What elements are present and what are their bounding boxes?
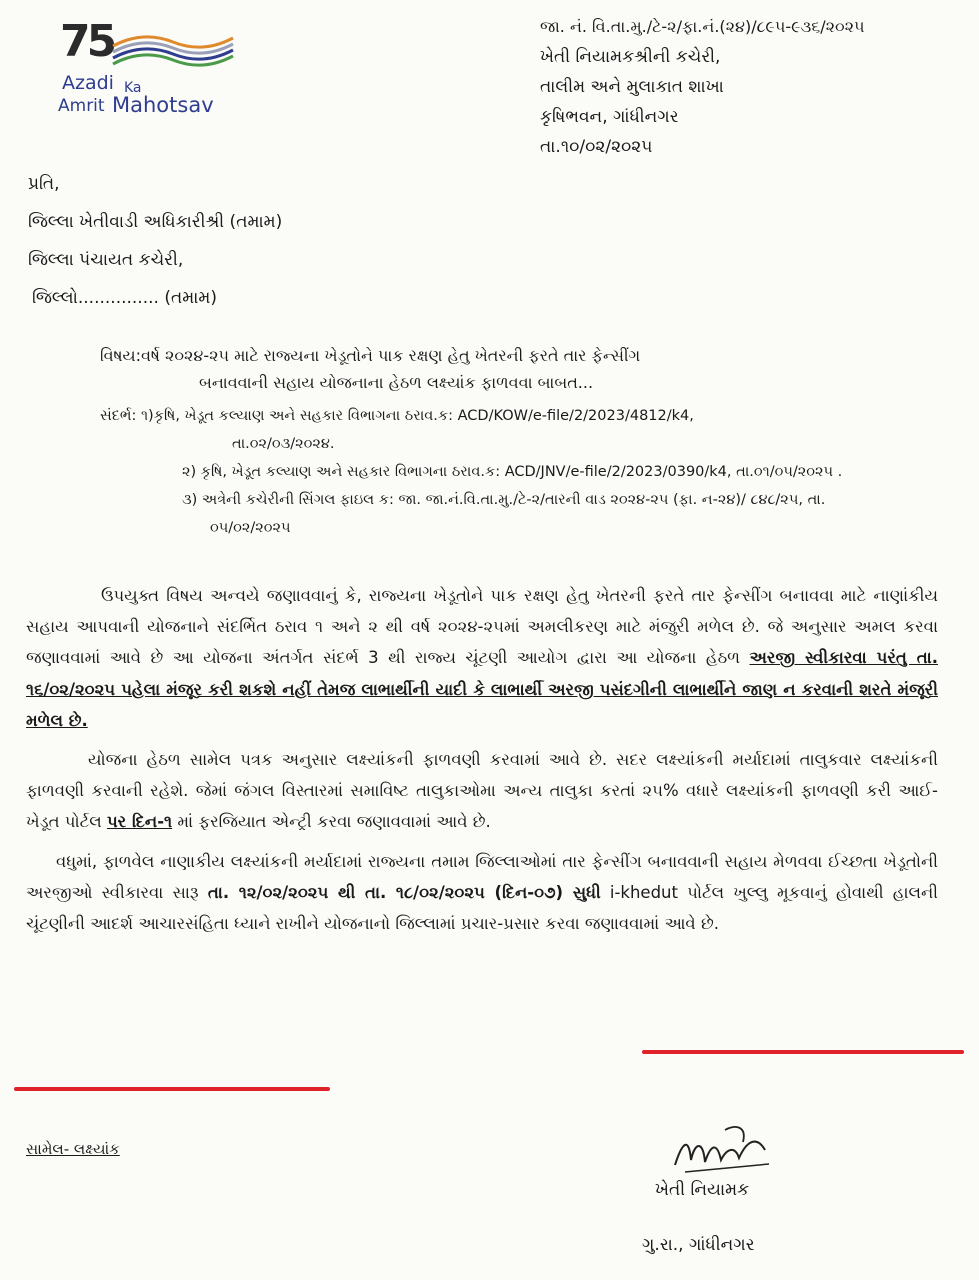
enclosure-note: સામેલ- લક્ષ્યાંક [26,1140,120,1158]
logo-word-mahotsav: Mahotsav [112,93,214,117]
reference-1: સંદર્ભ: ૧)કૃષિ, ખેડૂત કલ્યાણ અને સહકાર વિભાગના ઠરાવ.ક: ACD/KOW/e-file/2/2023/4812/k4, [100,408,694,424]
address-line-2: જિલ્લા પંચાયત કચેરી, [28,250,184,270]
logo-word-ka: Ka [124,80,142,96]
office-place: કૃષિભવન, ગાંધીનગર [540,107,679,127]
paragraph-2-highlight: પર દિન-૧ [106,812,173,832]
letter-header [540,12,970,162]
paragraph-3-tail: i-khedut પોર્ટલ ખુલ્લુ મૂકવાનું હોવાથી હાલની ચૂંટણીની આદર્શ આચારસંહિતા ધ્યાને રાખીને યોજનાનો જિલ્લામાં પ્રચાર-પ્રસાર કરવા જણાવવામાં આવે છે. [26,882,938,934]
subject [100,342,940,396]
reference-1-date: તા.૦૨/૦૩/૨૦૨૪. [232,436,335,452]
branch-name: તાલીમ અને મુલાકાત શાખા [540,77,724,97]
recipient-address [28,165,282,317]
signatory-title: ખેતી નિયામક [655,1180,750,1200]
address-line-1: જિલ્લા ખેતીવાડી અધિકારીશ્રી (તમામ) [28,212,283,232]
subject-line-1: વિષય:વર્ષ ૨૦૨૪-૨૫ માટે રાજ્યના ખેડૂતોને પાક રક્ષણ હેતુ ખેતરની ફરતે તાર ફેન્સીંગ [100,346,641,365]
logo-number: 75 [60,16,114,67]
paragraph-2 [26,744,938,838]
logo-word-amrit: Amrit [58,96,105,116]
flag-wave-icon [108,28,238,68]
paragraph-3-date-range: તા. ૧૨/૦૨/૨૦૨૫ થી તા. ૧૮/૦૨/૨૦૨૫ (દિન-૦૭) સુધી [207,882,601,902]
red-underline-2 [14,1087,330,1091]
azadi-ka-amrit-mahotsav-logo [58,14,238,124]
handwritten-signature [665,1120,785,1180]
paragraph-2-tail: માં ફરજિયાત એન્ટ્રી કરવા જણાવવામાં આવે છે. [172,812,491,832]
signatory-place: ગુ.રા., ગાંધીનગર [642,1235,755,1255]
paragraph-1-text: ઉપયુક્ત વિષય અન્વયે જણાવવાનું કે, રાજ્યના ખેડૂતોને પાક રક્ષણ હેતુ ખેતરની ફરતે તાર ફેન્સીંગ બનાવવા માટે નાણાંકીય સહાય આપવાની યોજનાને સંદર્ભિત ઠરાવ ૧ અને ૨ થી વર્ષ ૨૦૨૪-૨૫માં અમલીકરણ માટે મંજુરી મળેલ છે. જે અનુસાર અમલ કરવા જણાવવામાં આવે છે આ યોજના અંતર્ગત સંદર્ભ 3 થી રાજ્ય ચૂંટણી આયોગ દ્વારા આ યોજના હેઠળ [26,586,938,668]
paragraph-1 [26,580,938,736]
red-underline-1 [642,1050,964,1054]
letter-date: તા.૧૦/૦૨/૨૦૨૫ [540,137,653,157]
paragraph-3-text: વધુમાં, ફાળવેલ નાણાકીય લક્ષ્યાંકની મર્યાદામાં રાજ્યના તમામ જિલ્લાઓમાં તાર ફેન્સીંગ બનાવવાની સહાય મેળવવા ઈચ્છતા ખેડૂતોની અરજીઓ સ્વીકારવા સારૂ [26,851,938,902]
office-name: ખેતી નિયામકશ્રીની કચેરી, [540,47,721,67]
reference-3: ૩) અત્રેની કચેરીની સિંગલ ફાઇલ ક: જા. જા.નં.વિ.તા.મુ./ટે-૨/તારની વાડ ૨૦૨૪-૨૫ (ફા. ન-૨૪)/ ૮૪૮/૨૫, તા. [182,492,826,508]
paragraph-1-highlight: અરજી સ્વીકારવા પરંતુ તા. ૧૬/૦૨/૨૦૨૫ પહેલા મંજૂર કરી શકશે નહીં તેમજ લાભાર્થીની યાદી કે લાભાર્થી અરજી પસંદગીની લાભાર્થીને જાણ ન કરવાની શરતે મંજૂરી મળેલ છે. [26,648,938,730]
reference-2: ૨) કૃષિ, ખેડૂત કલ્યાણ અને સહકાર વિભાગના ઠરાવ.ક: ACD/JNV/e-file/2/2023/0390/k4, તા.૦૧/૦૫/૨૦૨૫ . [182,464,843,480]
paragraph-2-text: યોજના હેઠળ સામેલ પત્રક અનુસાર લક્ષ્યાંકની ફાળવણી કરવામાં આવે છે. સદર લક્ષ્યાંકની મર્યાદામાં તાલુકવાર લક્ષ્યાંકની ફાળવણી કરવાની રહેશે. જેમાં જંગલ વિસ્તારમાં સમાવિષ્ટ તાલુકાઓમા અન્ય તાલુકા કરતાં ૨૫% વધારે લક્ષ્યાંકની ફાળવણી કરી આઈ-ખેડૂત પોર્ટલ [26,750,938,832]
address-line-3: જિલ્લો............... (તમામ) [32,288,218,308]
address-to: પ્રતિ, [28,174,60,194]
subject-line-2: બનાવવાની સહાય યોજનાના હેઠળ લક્ષ્યાંક ફાળવવા બાબત... [199,373,594,392]
paragraph-3 [26,846,938,940]
references [100,402,960,542]
reference-number: જા. નં. વિ.તા.મુ./ટે-૨/ફા.નં.(૨૪)/૮૯૫-૯૩૬/૨૦૨૫ [540,17,865,36]
logo-word-azadi: Azadi [62,72,114,94]
reference-3-date: ૦૫/૦૨/૨૦૨૫ [210,520,291,536]
letter-body [26,580,938,947]
